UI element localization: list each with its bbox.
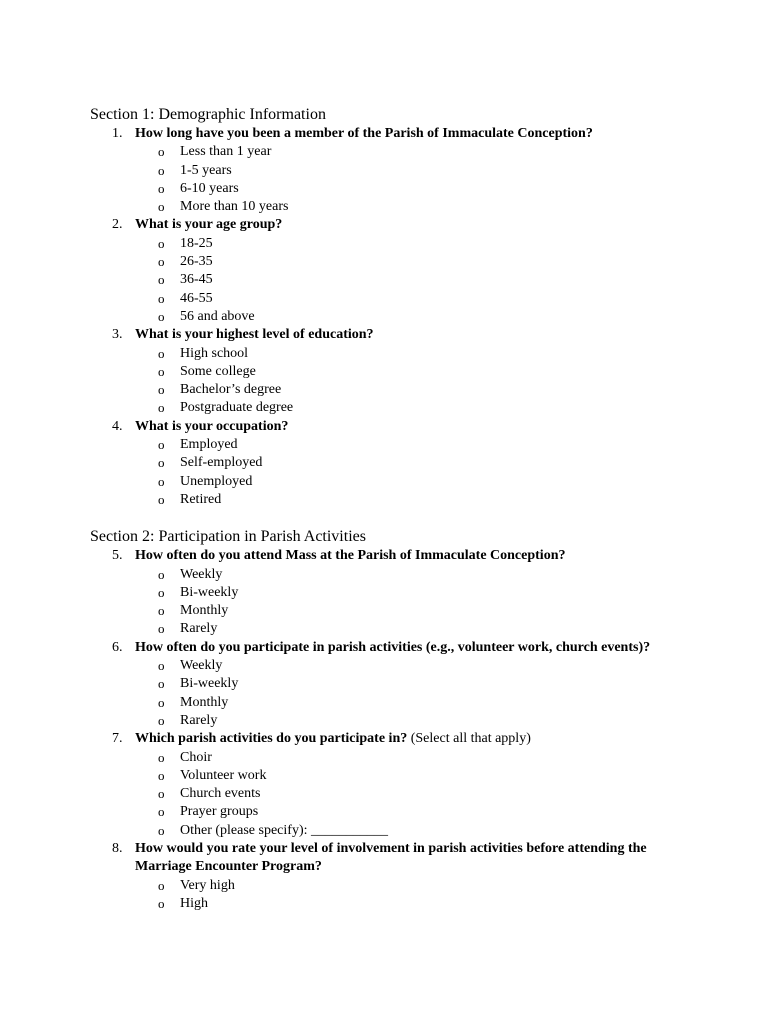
option-label: Weekly <box>180 658 223 674</box>
option-item[interactable] <box>135 180 690 198</box>
option-item[interactable] <box>135 803 690 821</box>
option-list <box>135 749 690 840</box>
option-label: 26-35 <box>180 254 213 270</box>
circle-bullet-icon: o <box>158 712 165 728</box>
question-text-bold: How often do you attend Mass at the Parish of Immaculate Conception? <box>135 548 566 564</box>
circle-bullet-icon: o <box>158 272 165 288</box>
option-item[interactable] <box>135 584 690 602</box>
question-text <box>135 418 690 436</box>
question-number: 2. <box>112 217 123 233</box>
circle-bullet-icon: o <box>158 621 165 637</box>
circle-bullet-icon: o <box>158 491 165 507</box>
option-item[interactable] <box>135 399 690 417</box>
option-label: Choir <box>180 749 212 765</box>
option-item[interactable] <box>135 877 690 895</box>
question-text-bold: What is your age group? <box>135 217 283 233</box>
option-label: Employed <box>180 437 238 453</box>
option-label: Unemployed <box>180 473 253 489</box>
option-label: High <box>180 895 208 911</box>
option-item[interactable] <box>135 162 690 180</box>
option-label: Some college <box>180 363 256 379</box>
question-text <box>135 730 690 748</box>
option-item[interactable] <box>135 436 690 454</box>
circle-bullet-icon: o <box>158 382 165 398</box>
option-label: Postgraduate degree <box>180 400 294 416</box>
option-label: Rarely <box>180 621 218 637</box>
question-text-bold: What is your occupation? <box>135 418 289 434</box>
question-2 <box>90 216 690 326</box>
question-4 <box>90 418 690 509</box>
option-item[interactable] <box>135 694 690 712</box>
option-item[interactable] <box>135 363 690 381</box>
circle-bullet-icon: o <box>158 308 165 324</box>
question-text-bold: How long have you been a member of the Parish of Immaculate Conception? <box>135 126 593 141</box>
option-item[interactable] <box>135 271 690 289</box>
question-number: 6. <box>112 639 123 655</box>
question-text <box>135 216 690 234</box>
circle-bullet-icon: o <box>158 254 165 270</box>
option-item[interactable] <box>135 895 690 913</box>
option-item[interactable] <box>135 491 690 509</box>
section-demographic <box>90 105 690 509</box>
option-label: 6-10 years <box>180 180 239 196</box>
question-7 <box>90 730 690 840</box>
question-number: 4. <box>112 418 123 434</box>
option-item[interactable] <box>135 657 690 675</box>
question-number: 8. <box>112 840 123 856</box>
option-label: 56 and above <box>180 308 255 324</box>
circle-bullet-icon: o <box>158 473 165 489</box>
option-list <box>135 566 690 639</box>
question-number: 7. <box>112 731 123 747</box>
circle-bullet-icon: o <box>158 676 165 692</box>
option-item[interactable] <box>135 822 690 840</box>
option-item[interactable] <box>135 235 690 253</box>
question-text <box>135 840 690 877</box>
option-item[interactable] <box>135 767 690 785</box>
question-text <box>135 125 690 143</box>
option-list <box>135 143 690 216</box>
section-title: Section 2: Participation in Parish Activities <box>90 528 366 546</box>
question-5 <box>90 547 690 638</box>
circle-bullet-icon: o <box>158 767 165 783</box>
option-label: More than 10 years <box>180 199 289 215</box>
circle-bullet-icon: o <box>158 584 165 600</box>
option-label: Volunteer work <box>180 767 267 783</box>
question-note: (Select all that apply) <box>410 731 531 747</box>
option-list <box>135 235 690 326</box>
option-list <box>135 345 690 418</box>
circle-bullet-icon: o <box>158 658 165 674</box>
question-text-bold: What is your highest level of education? <box>135 327 374 343</box>
option-item[interactable] <box>135 143 690 161</box>
option-item[interactable] <box>135 454 690 472</box>
question-number: 5. <box>112 548 123 564</box>
option-item[interactable] <box>135 253 690 271</box>
circle-bullet-icon: o <box>158 895 165 911</box>
option-item[interactable] <box>135 602 690 620</box>
option-label: Monthly <box>180 603 229 619</box>
option-item[interactable] <box>135 381 690 399</box>
question-number: 1. <box>112 126 123 141</box>
question-1 <box>90 125 690 216</box>
option-label: Other (please specify): ___________ <box>180 822 388 838</box>
circle-bullet-icon: o <box>158 804 165 820</box>
circle-bullet-icon: o <box>158 749 165 765</box>
option-label: 46-55 <box>180 290 213 306</box>
option-label: Rarely <box>180 712 218 728</box>
circle-bullet-icon: o <box>158 180 165 196</box>
option-label: Less than 1 year <box>180 144 272 160</box>
option-label: High school <box>180 345 249 361</box>
option-item[interactable] <box>135 785 690 803</box>
survey-page <box>90 105 690 913</box>
circle-bullet-icon: o <box>158 437 165 453</box>
question-text-bold: How often do you participate in parish activities (e.g., volunteer work, church events)? <box>135 639 651 655</box>
circle-bullet-icon: o <box>158 144 165 160</box>
option-list <box>135 657 690 730</box>
option-label: Bi-weekly <box>180 676 239 692</box>
option-label: Bachelor’s degree <box>180 382 282 398</box>
option-item[interactable] <box>135 308 690 326</box>
option-item[interactable] <box>135 473 690 491</box>
section-participation <box>90 527 690 913</box>
option-list <box>135 436 690 509</box>
option-label: 18-25 <box>180 235 213 251</box>
question-3 <box>90 326 690 417</box>
option-label: Bi-weekly <box>180 584 239 600</box>
option-item[interactable] <box>135 620 690 638</box>
option-label: Retired <box>180 491 222 507</box>
option-label: Prayer groups <box>180 804 259 820</box>
option-label: 1-5 years <box>180 162 232 178</box>
circle-bullet-icon: o <box>158 400 165 416</box>
question-text <box>135 326 690 344</box>
circle-bullet-icon: o <box>158 603 165 619</box>
circle-bullet-icon: o <box>158 162 165 178</box>
circle-bullet-icon: o <box>158 566 165 582</box>
option-label: Monthly <box>180 694 229 710</box>
option-item[interactable] <box>135 566 690 584</box>
circle-bullet-icon: o <box>158 786 165 802</box>
circle-bullet-icon: o <box>158 290 165 306</box>
question-8 <box>90 840 690 913</box>
question-text <box>135 547 690 565</box>
option-item[interactable] <box>135 290 690 308</box>
option-label: Very high <box>180 877 235 893</box>
circle-bullet-icon: o <box>158 877 165 893</box>
option-list <box>135 877 690 914</box>
section-title: Section 1: Demographic Information <box>90 106 326 123</box>
question-list <box>90 547 690 913</box>
option-label: Self-employed <box>180 455 263 471</box>
circle-bullet-icon: o <box>158 694 165 710</box>
option-item[interactable] <box>135 198 690 216</box>
circle-bullet-icon: o <box>158 455 165 471</box>
question-text-bold: Which parish activities do you participate in? <box>135 731 408 747</box>
option-label: Church events <box>180 786 261 802</box>
question-list <box>90 125 690 509</box>
option-item[interactable] <box>135 345 690 363</box>
option-item[interactable] <box>135 712 690 730</box>
circle-bullet-icon: o <box>158 363 165 379</box>
circle-bullet-icon: o <box>158 235 165 251</box>
circle-bullet-icon: o <box>158 822 165 838</box>
question-number: 3. <box>112 327 123 343</box>
circle-bullet-icon: o <box>158 199 165 215</box>
option-label: 36-45 <box>180 272 213 288</box>
option-item[interactable] <box>135 675 690 693</box>
option-label: Weekly <box>180 566 223 582</box>
question-text-bold: How would you rate your level of involvement in parish activities before attending the Marriage Encounter Program? <box>135 840 647 875</box>
question-text <box>135 639 690 657</box>
option-item[interactable] <box>135 749 690 767</box>
question-6 <box>90 639 690 730</box>
circle-bullet-icon: o <box>158 345 165 361</box>
